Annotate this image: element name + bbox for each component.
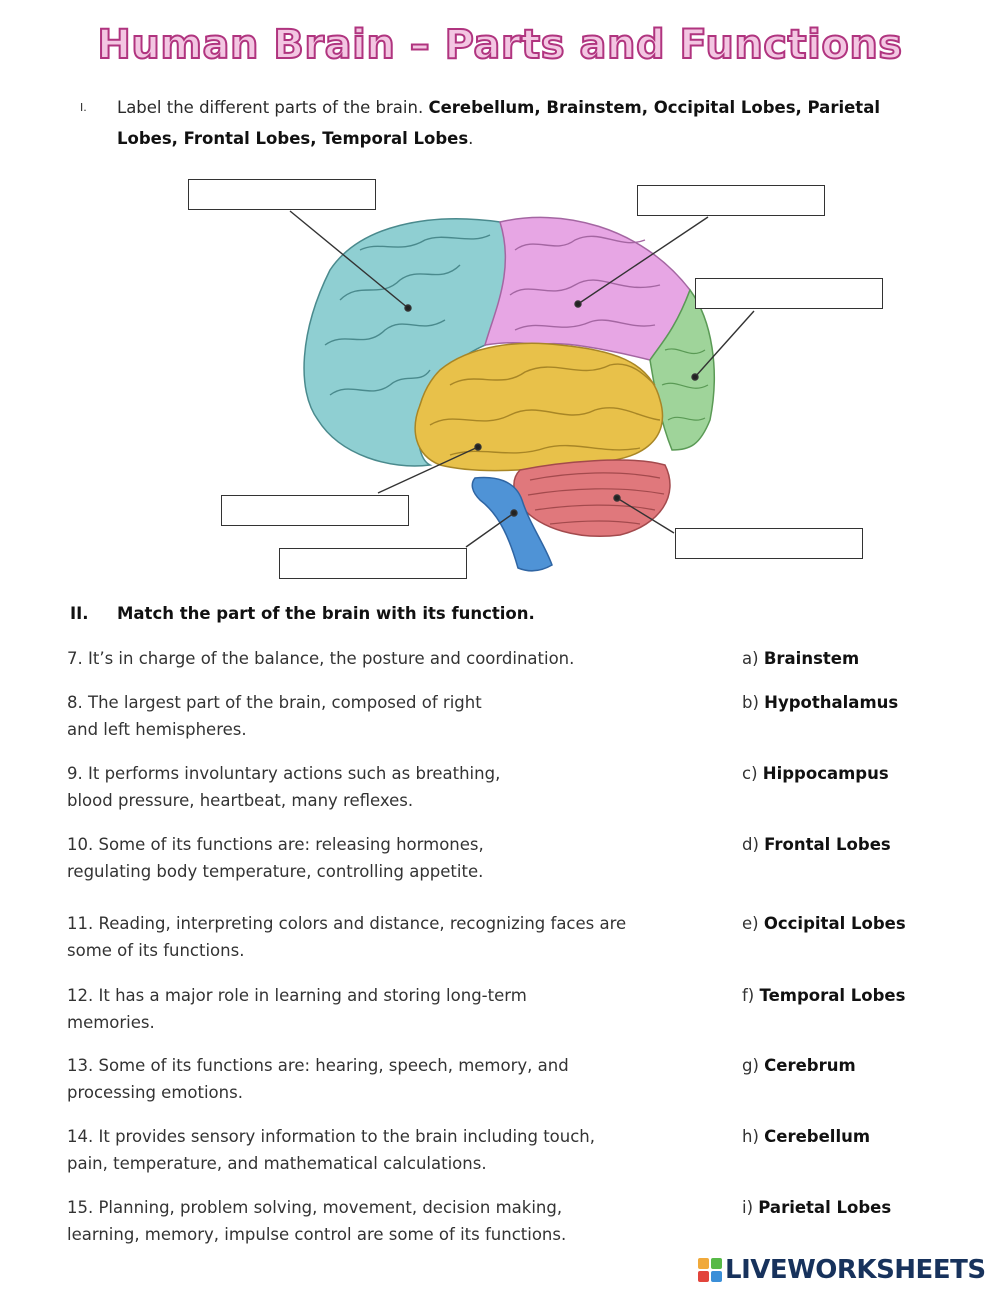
- temporal-lobe-region: [415, 343, 662, 470]
- part1-terms: Cerebellum, Brainstem, Occipital Lobes, Parietal Lobes, Frontal Lobes, Temporal Lobes: [117, 98, 880, 148]
- option-a[interactable]: a) Brainstem: [742, 649, 860, 668]
- worksheet-title: Human Brain – Parts and Functions: [97, 22, 903, 68]
- part1-number: I.: [80, 101, 87, 114]
- question-15: 15. Planning, problem solving, movement, decision making, learning, memory, impulse control are some of its functions.: [67, 1198, 567, 1244]
- option-g[interactable]: g) Cerebrum: [742, 1056, 856, 1075]
- question-9: 9. It performs involuntary actions such as breathing, blood pressure, heartbeat, many reflexes.: [67, 764, 501, 810]
- option-e[interactable]: e) Occipital Lobes: [742, 914, 906, 933]
- label-box-1[interactable]: [188, 179, 376, 210]
- parietal-lobe-region: [485, 217, 690, 360]
- cerebellum-region: [514, 460, 670, 536]
- option-d[interactable]: d) Frontal Lobes: [742, 835, 891, 854]
- label-input-1[interactable]: [189, 180, 375, 209]
- option-c[interactable]: c) Hippocampus: [742, 764, 889, 783]
- label-input-2[interactable]: [638, 186, 824, 215]
- label-input-3[interactable]: [696, 279, 882, 308]
- label-box-2[interactable]: [637, 185, 825, 216]
- question-11: 11. Reading, interpreting colors and distance, recognizing faces are some of its functions.: [67, 914, 627, 960]
- logo-grid-icon: [698, 1258, 722, 1282]
- option-h[interactable]: h) Cerebellum: [742, 1127, 871, 1146]
- part2-number: II.: [70, 604, 89, 623]
- part1-instruction-text: Label the different parts of the brain.: [117, 98, 424, 117]
- question-10: 10. Some of its functions are: releasing hormones, regulating body temperature, controlling appetite.: [67, 835, 484, 881]
- liveworksheets-logo[interactable]: [698, 1255, 986, 1285]
- part1-instruction: I. Label the different parts of the brain. Cerebellum, Brainstem, Occipital Lobes, Parietal Lobes, Frontal Lobes, Temporal Lobes.: [80, 92, 940, 154]
- option-i[interactable]: i) Parietal Lobes: [742, 1198, 892, 1217]
- question-7: 7. It’s in charge of the balance, the posture and coordination.: [67, 649, 575, 668]
- option-b[interactable]: b) Hypothalamus: [742, 693, 899, 712]
- question-12: 12. It has a major role in learning and storing long-term memories.: [67, 986, 527, 1032]
- part2-instruction: Match the part of the brain with its function.: [117, 604, 535, 623]
- label-box-4[interactable]: [221, 495, 409, 526]
- option-f[interactable]: f) Temporal Lobes: [742, 986, 906, 1005]
- label-input-6[interactable]: [676, 529, 862, 558]
- label-input-4[interactable]: [222, 496, 408, 525]
- label-box-3[interactable]: [695, 278, 883, 309]
- label-box-6[interactable]: [675, 528, 863, 559]
- question-14: 14. It provides sensory information to the brain including touch, pain, temperature, and mathematical calculations.: [67, 1127, 596, 1173]
- part2-heading: [70, 604, 535, 623]
- question-8: 8. The largest part of the brain, composed of right and left hemispheres.: [67, 693, 482, 739]
- label-input-5[interactable]: [280, 549, 466, 578]
- label-box-5[interactable]: [279, 548, 467, 579]
- question-13: 13. Some of its functions are: hearing, speech, memory, and processing emotions.: [67, 1056, 569, 1102]
- logo-text: LIVEWORKSHEETS: [725, 1255, 986, 1285]
